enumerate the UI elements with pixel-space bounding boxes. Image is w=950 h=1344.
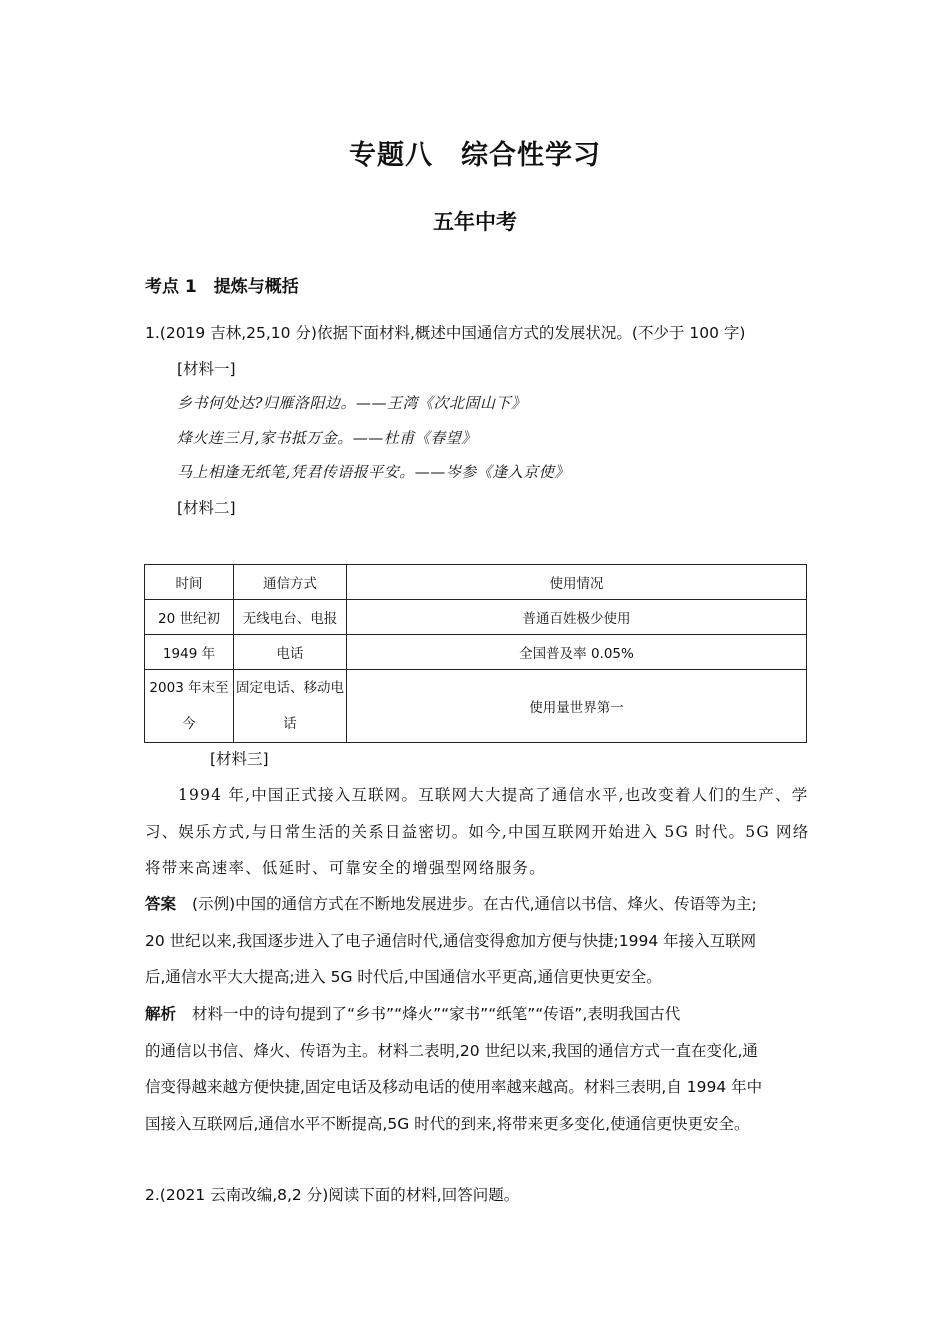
material-3-line: 习、娱乐方式,与日常生活的关系日益密切。如今,中国互联网开始进入 5G 时代。5G 网络	[145, 823, 810, 841]
table-cell: 20 世纪初	[145, 600, 234, 635]
analysis-text: 材料一中的诗句提到了“乡书”“烽火”“家书”“纸笔”“传语”,表明我国古代	[192, 1005, 681, 1023]
page-subtitle: 五年中考	[433, 210, 517, 234]
material-2-label: [材料二]	[177, 499, 236, 517]
table-cell: 普通百姓极少使用	[347, 600, 807, 635]
table-cell: 无线电台、电报	[234, 600, 347, 635]
table-cell: 全国普及率 0.05%	[347, 635, 807, 670]
table-cell: 固定电话、移动电话	[234, 670, 347, 743]
communication-table	[144, 564, 807, 743]
analysis-line	[145, 1002, 680, 1024]
analysis-line: 信变得越来越方便快捷,固定电话及移动电话的使用率越来越高。材料三表明,自 1994 年中	[145, 1078, 763, 1096]
table-cell: 1949 年	[145, 635, 234, 670]
poem-line: 烽火连三月,家书抵万金。——杜甫《春望》	[177, 429, 477, 447]
answer-line: 20 世纪以来,我国逐步进入了电子通信时代,通信变得愈加方便与快捷;1994 年接入互联网	[145, 932, 757, 950]
table-cell: 2003 年末至今	[145, 670, 234, 743]
question-2-stem: 2.(2021 云南改编,8,2 分)阅读下面的材料,回答问题。	[145, 1186, 520, 1204]
table-header-cell: 通信方式	[234, 565, 347, 600]
poem-line: 乡书何处达?归雁洛阳边。——王湾《次北固山下》	[177, 394, 527, 412]
table-header-cell: 使用情况	[347, 565, 807, 600]
analysis-line: 的通信以书信、烽火、传语为主。材料二表明,20 世纪以来,我国的通信方式一直在变化,通	[145, 1042, 758, 1060]
material-3-label: [材料三]	[210, 750, 269, 768]
poem-line: 马上相逢无纸笔,凭君传语报平安。——岑参《逢入京使》	[177, 463, 570, 481]
answer-line: 后,通信水平大大提高;进入 5G 时代后,中国通信水平更高,通信更快更安全。	[145, 968, 662, 986]
answer-label: 答案	[145, 895, 177, 913]
table-cell: 电话	[234, 635, 347, 670]
table-row	[145, 635, 807, 670]
page-title: 专题八 综合性学习	[349, 140, 601, 171]
section-heading: 考点 1 提炼与概括	[145, 277, 299, 297]
table-header-row	[145, 565, 807, 600]
material-1-label: [材料一]	[177, 360, 236, 378]
answer-line	[145, 892, 757, 914]
table-row	[145, 600, 807, 635]
material-3-line: 将带来高速率、低延时、可靠安全的增强型网络服务。	[145, 859, 546, 877]
analysis-label: 解析	[145, 1005, 177, 1023]
answer-text: (示例)中国的通信方式在不断地发展进步。在古代,通信以书信、烽火、传语等为主;	[192, 895, 757, 913]
question-1-stem: 1.(2019 吉林,25,10 分)依据下面材料,概述中国通信方式的发展状况。(不少于 100 字)	[145, 324, 746, 342]
material-3-line: 1994 年,中国正式接入互联网。互联网大大提高了通信水平,也改变着人们的生产、学	[178, 786, 809, 804]
table-cell: 使用量世界第一	[347, 670, 807, 743]
table-row	[145, 670, 807, 743]
table-header-cell: 时间	[145, 565, 234, 600]
analysis-line: 国接入互联网后,通信水平不断提高,5G 时代的到来,将带来更多变化,使通信更快更安全。	[145, 1115, 750, 1133]
